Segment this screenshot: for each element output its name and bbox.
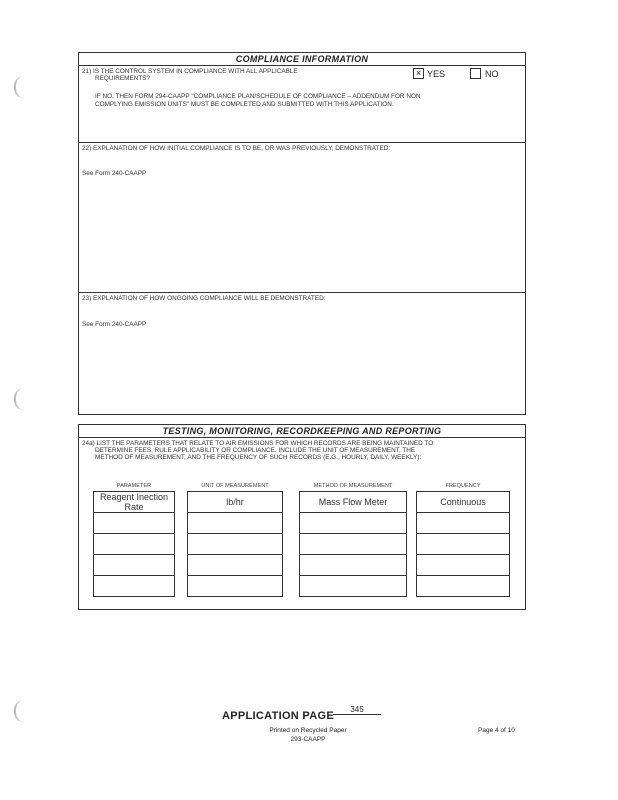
testing-header: TESTING, MONITORING, RECORDKEEPING AND REPORTING <box>162 426 442 436</box>
cell-unit[interactable] <box>187 554 283 576</box>
q21-question: 21) IS THE CONTROL SYSTEM IN COMPLIANCE WITH ALL APPLICABLE <box>82 68 298 75</box>
binder-hole-mark <box>14 76 26 98</box>
cell-frequency[interactable] <box>416 554 510 576</box>
no-checkbox[interactable] <box>470 68 481 79</box>
column-header-method: METHOD OF MEASUREMENT <box>313 483 393 489</box>
cell-unit[interactable] <box>187 575 283 597</box>
divider <box>79 65 525 66</box>
cell-method[interactable] <box>299 554 407 576</box>
printed-on-recycled: Printed on Recycled Paper <box>269 727 347 734</box>
q23-answer[interactable]: See Form 240-CAAPP <box>82 321 147 328</box>
q22-question: 22) EXPLANATION OF HOW INITIAL COMPLIANCE IS TO BE, OR WAS PREVIOUSLY, DEMONSTRATED: <box>82 145 391 152</box>
q21-question-cont: REQUIREMENTS? <box>95 75 151 82</box>
cell-unit[interactable]: lb/hr <box>187 491 283 513</box>
divider <box>79 292 525 293</box>
q24-question-cont: DETERMINE FEES, RULE APPLICABILITY OR COMPLIANCE. INCLUDE THE UNIT OF MEASUREMENT, THE <box>95 447 416 454</box>
cell-parameter[interactable]: Reagent Inection Rate <box>93 491 175 513</box>
q22-answer[interactable]: See Form 240-CAAPP <box>82 170 147 177</box>
cell-method[interactable] <box>299 512 407 534</box>
divider <box>79 142 525 143</box>
cell-method[interactable] <box>299 533 407 555</box>
column-header-parameter: PARAMETER <box>116 483 152 489</box>
divider <box>79 437 525 438</box>
cell-parameter[interactable] <box>93 575 175 597</box>
testing-section <box>78 424 526 610</box>
page-of: Page 4 of 10 <box>478 727 515 734</box>
q24-question: 24a) LIST THE PARAMETERS THAT RELATE TO AIR EMISSIONS FOR WHICH RECORDS ARE BEING MAINTAINED TO <box>82 440 434 447</box>
cell-frequency[interactable]: Continuous <box>416 491 510 513</box>
compliance-header: COMPLIANCE INFORMATION <box>235 54 369 64</box>
yes-checkbox[interactable]: × <box>413 68 424 79</box>
cell-frequency[interactable] <box>416 575 510 597</box>
cell-parameter[interactable] <box>93 554 175 576</box>
binder-hole-mark <box>14 700 26 722</box>
compliance-section <box>78 52 526 415</box>
cell-unit[interactable] <box>187 533 283 555</box>
q21-note-cont: COMPLYING EMISSION UNITS" MUST BE COMPLETED AND SUBMITTED WITH THIS APPLICATION. <box>95 101 394 108</box>
cell-method[interactable]: Mass Flow Meter <box>299 491 407 513</box>
q21-note: IF NO, THEN FORM 294-CAAPP "COMPLIANCE PLAN/SCHEDULE OF COMPLIANCE – ADDENDUM FOR NON <box>95 93 421 100</box>
cell-frequency[interactable] <box>416 512 510 534</box>
no-label: NO <box>485 69 499 79</box>
binder-hole-mark <box>14 388 26 410</box>
q23-question: 23) EXPLANATION OF HOW ONGOING COMPLIANCE WILL BE DEMONSTRATED: <box>82 295 326 302</box>
column-header-frequency: FREQUENCY <box>445 483 481 489</box>
cell-parameter[interactable] <box>93 512 175 534</box>
form-id: 293-CAAPP <box>290 736 326 743</box>
application-page-label: APPLICATION PAGE <box>222 710 334 722</box>
yes-label: YES <box>427 69 446 79</box>
cell-method[interactable] <box>299 575 407 597</box>
cell-parameter[interactable] <box>93 533 175 555</box>
cell-unit[interactable] <box>187 512 283 534</box>
cell-frequency[interactable] <box>416 533 510 555</box>
q24-question-cont: METHOD OF MEASUREMENT, AND THE FREQUENCY OF SUCH RECORDS (E.G., HOURLY, DAILY, WEEKLY): <box>95 454 422 461</box>
column-header-unit: UNIT OF MEASUREMENT <box>201 483 269 489</box>
application-page-number: 345 <box>333 705 381 715</box>
